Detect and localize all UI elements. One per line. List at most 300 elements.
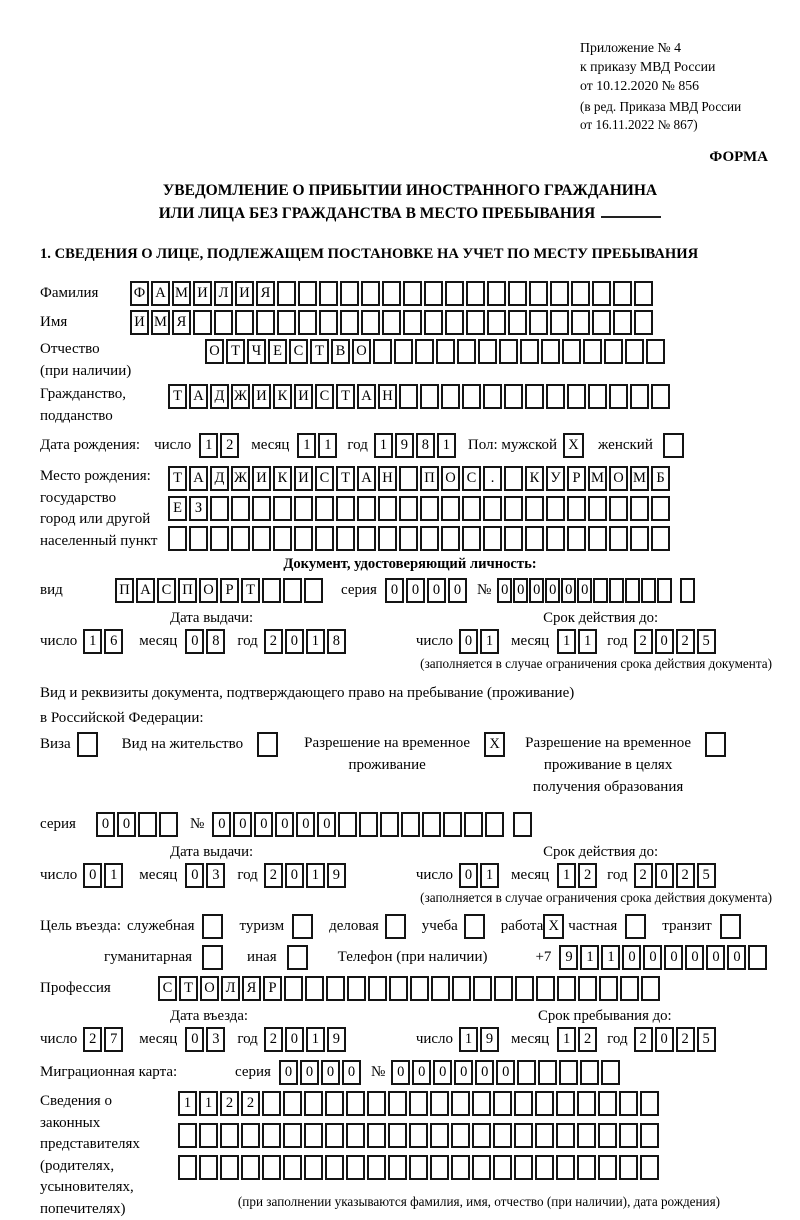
char-cell[interactable]: 0 bbox=[513, 578, 528, 603]
char-cell[interactable]: С bbox=[462, 466, 481, 491]
char-cell[interactable]: 9 bbox=[395, 433, 414, 458]
char-cell[interactable]: 0 bbox=[185, 1027, 204, 1052]
char-cell[interactable] bbox=[415, 339, 434, 364]
char-cell[interactable]: И bbox=[193, 281, 212, 306]
char-cell[interactable] bbox=[577, 1155, 596, 1180]
char-cell[interactable]: И bbox=[235, 281, 254, 306]
char-cell[interactable] bbox=[599, 976, 618, 1001]
char-cell[interactable] bbox=[499, 339, 518, 364]
char-cell[interactable] bbox=[504, 526, 523, 551]
char-cell[interactable]: 2 bbox=[676, 629, 695, 654]
char-cell[interactable]: 1 bbox=[199, 433, 218, 458]
char-cell[interactable] bbox=[577, 1091, 596, 1116]
char-cell[interactable] bbox=[529, 281, 548, 306]
char-cell[interactable]: С bbox=[157, 578, 176, 603]
char-cell[interactable] bbox=[399, 384, 418, 409]
char-cell[interactable]: 2 bbox=[634, 863, 653, 888]
char-cell[interactable]: А bbox=[136, 578, 155, 603]
char-cell[interactable] bbox=[580, 1060, 599, 1085]
char-cell[interactable] bbox=[325, 1123, 344, 1148]
char-cell[interactable]: 0 bbox=[285, 1027, 304, 1052]
char-cell[interactable]: 0 bbox=[321, 1060, 340, 1085]
char-cell[interactable]: 1 bbox=[306, 863, 325, 888]
char-cell[interactable] bbox=[546, 384, 565, 409]
char-cell[interactable] bbox=[399, 466, 418, 491]
char-cell[interactable] bbox=[346, 1091, 365, 1116]
char-cell[interactable] bbox=[340, 281, 359, 306]
char-cell[interactable] bbox=[283, 1123, 302, 1148]
char-cell[interactable]: Я bbox=[172, 310, 191, 335]
char-cell[interactable] bbox=[462, 384, 481, 409]
char-cell[interactable]: 0 bbox=[655, 863, 674, 888]
char-cell[interactable] bbox=[514, 1155, 533, 1180]
char-cell[interactable]: О bbox=[205, 339, 224, 364]
char-cell[interactable]: 0 bbox=[545, 578, 560, 603]
char-cell[interactable]: 0 bbox=[96, 812, 115, 837]
char-cell[interactable]: 1 bbox=[374, 433, 393, 458]
char-cell[interactable]: П bbox=[115, 578, 134, 603]
char-cell[interactable]: К bbox=[273, 384, 292, 409]
char-cell[interactable]: Т bbox=[336, 466, 355, 491]
char-cell[interactable]: Е bbox=[268, 339, 287, 364]
char-cell[interactable] bbox=[550, 310, 569, 335]
char-cell[interactable]: Н bbox=[378, 384, 397, 409]
char-cell[interactable]: 2 bbox=[83, 1027, 102, 1052]
char-cell[interactable] bbox=[556, 1155, 575, 1180]
char-cell[interactable] bbox=[634, 281, 653, 306]
char-cell[interactable] bbox=[625, 339, 644, 364]
char-cell[interactable] bbox=[493, 1091, 512, 1116]
char-cell[interactable] bbox=[466, 310, 485, 335]
char-cell[interactable]: 0 bbox=[117, 812, 136, 837]
char-cell[interactable] bbox=[361, 310, 380, 335]
char-cell[interactable] bbox=[630, 526, 649, 551]
char-cell[interactable] bbox=[357, 496, 376, 521]
char-cell[interactable]: Ч bbox=[247, 339, 266, 364]
char-cell[interactable] bbox=[262, 578, 281, 603]
char-cell[interactable]: С bbox=[315, 466, 334, 491]
char-cell[interactable]: Т bbox=[168, 384, 187, 409]
purpose-other-checkbox[interactable] bbox=[287, 945, 308, 970]
char-cell[interactable] bbox=[525, 526, 544, 551]
char-cell[interactable] bbox=[520, 339, 539, 364]
char-cell[interactable] bbox=[138, 812, 157, 837]
char-cell[interactable]: 0 bbox=[254, 812, 273, 837]
char-cell[interactable]: Е bbox=[168, 496, 187, 521]
char-cell[interactable]: 1 bbox=[459, 1027, 478, 1052]
char-cell[interactable]: 0 bbox=[497, 578, 512, 603]
char-cell[interactable] bbox=[619, 1123, 638, 1148]
purpose-private-checkbox[interactable] bbox=[625, 914, 646, 939]
char-cell[interactable] bbox=[399, 526, 418, 551]
char-cell[interactable] bbox=[567, 496, 586, 521]
char-cell[interactable] bbox=[338, 812, 357, 837]
char-cell[interactable] bbox=[445, 310, 464, 335]
char-cell[interactable]: . bbox=[483, 466, 502, 491]
char-cell[interactable] bbox=[613, 310, 632, 335]
char-cell[interactable] bbox=[231, 496, 250, 521]
char-cell[interactable] bbox=[592, 281, 611, 306]
char-cell[interactable]: 9 bbox=[327, 1027, 346, 1052]
char-cell[interactable]: А bbox=[357, 466, 376, 491]
char-cell[interactable]: К bbox=[273, 466, 292, 491]
char-cell[interactable]: 0 bbox=[643, 945, 662, 970]
char-cell[interactable]: 2 bbox=[634, 629, 653, 654]
char-cell[interactable] bbox=[546, 526, 565, 551]
char-cell[interactable] bbox=[159, 812, 178, 837]
char-cell[interactable]: Р bbox=[567, 466, 586, 491]
char-cell[interactable] bbox=[567, 384, 586, 409]
char-cell[interactable] bbox=[168, 526, 187, 551]
char-cell[interactable]: 0 bbox=[385, 578, 404, 603]
char-cell[interactable] bbox=[424, 281, 443, 306]
char-cell[interactable] bbox=[178, 1155, 197, 1180]
char-cell[interactable] bbox=[546, 496, 565, 521]
char-cell[interactable] bbox=[466, 281, 485, 306]
char-cell[interactable]: Д bbox=[210, 384, 229, 409]
char-cell[interactable]: 0 bbox=[296, 812, 315, 837]
char-cell[interactable] bbox=[646, 339, 665, 364]
char-cell[interactable]: 1 bbox=[178, 1091, 197, 1116]
char-cell[interactable]: Т bbox=[241, 578, 260, 603]
char-cell[interactable] bbox=[535, 1123, 554, 1148]
char-cell[interactable]: С bbox=[315, 384, 334, 409]
char-cell[interactable]: И bbox=[252, 466, 271, 491]
char-cell[interactable] bbox=[336, 526, 355, 551]
char-cell[interactable]: 1 bbox=[557, 1027, 576, 1052]
char-cell[interactable] bbox=[538, 1060, 557, 1085]
char-cell[interactable] bbox=[556, 1091, 575, 1116]
char-cell[interactable] bbox=[410, 976, 429, 1001]
char-cell[interactable]: 0 bbox=[279, 1060, 298, 1085]
char-cell[interactable] bbox=[283, 578, 302, 603]
char-cell[interactable]: 5 bbox=[697, 1027, 716, 1052]
char-cell[interactable] bbox=[319, 281, 338, 306]
char-cell[interactable] bbox=[529, 310, 548, 335]
char-cell[interactable] bbox=[592, 310, 611, 335]
char-cell[interactable] bbox=[541, 339, 560, 364]
purpose-official-checkbox[interactable] bbox=[202, 914, 223, 939]
char-cell[interactable] bbox=[462, 526, 481, 551]
char-cell[interactable] bbox=[277, 281, 296, 306]
char-cell[interactable]: 0 bbox=[212, 812, 231, 837]
char-cell[interactable]: 8 bbox=[206, 629, 225, 654]
char-cell[interactable] bbox=[388, 1091, 407, 1116]
char-cell[interactable] bbox=[431, 976, 450, 1001]
char-cell[interactable]: 2 bbox=[220, 433, 239, 458]
char-cell[interactable] bbox=[457, 339, 476, 364]
char-cell[interactable]: П bbox=[178, 578, 197, 603]
char-cell[interactable]: 0 bbox=[664, 945, 683, 970]
char-cell[interactable] bbox=[367, 1123, 386, 1148]
char-cell[interactable] bbox=[420, 526, 439, 551]
char-cell[interactable]: 0 bbox=[317, 812, 336, 837]
char-cell[interactable]: 0 bbox=[727, 945, 746, 970]
sex-female-checkbox[interactable] bbox=[663, 433, 684, 458]
char-cell[interactable] bbox=[504, 496, 523, 521]
char-cell[interactable] bbox=[409, 1123, 428, 1148]
char-cell[interactable] bbox=[472, 1123, 491, 1148]
char-cell[interactable]: З bbox=[189, 496, 208, 521]
char-cell[interactable] bbox=[256, 310, 275, 335]
char-cell[interactable]: 0 bbox=[185, 863, 204, 888]
char-cell[interactable] bbox=[441, 496, 460, 521]
char-cell[interactable]: 1 bbox=[557, 629, 576, 654]
char-cell[interactable] bbox=[609, 578, 624, 603]
char-cell[interactable]: 0 bbox=[706, 945, 725, 970]
char-cell[interactable]: 2 bbox=[578, 863, 597, 888]
char-cell[interactable]: 0 bbox=[561, 578, 576, 603]
char-cell[interactable]: 5 bbox=[697, 863, 716, 888]
char-cell[interactable]: 1 bbox=[480, 629, 499, 654]
char-cell[interactable] bbox=[640, 1123, 659, 1148]
char-cell[interactable] bbox=[493, 1123, 512, 1148]
char-cell[interactable] bbox=[325, 1155, 344, 1180]
char-cell[interactable]: 2 bbox=[264, 629, 283, 654]
char-cell[interactable] bbox=[487, 310, 506, 335]
char-cell[interactable] bbox=[241, 1123, 260, 1148]
char-cell[interactable]: 2 bbox=[264, 863, 283, 888]
char-cell[interactable] bbox=[641, 976, 660, 1001]
char-cell[interactable] bbox=[485, 812, 504, 837]
char-cell[interactable] bbox=[283, 1155, 302, 1180]
char-cell[interactable]: Т bbox=[168, 466, 187, 491]
char-cell[interactable] bbox=[556, 1123, 575, 1148]
char-cell[interactable]: 1 bbox=[306, 629, 325, 654]
char-cell[interactable] bbox=[651, 526, 670, 551]
char-cell[interactable] bbox=[262, 1123, 281, 1148]
char-cell[interactable]: 1 bbox=[199, 1091, 218, 1116]
char-cell[interactable]: 0 bbox=[275, 812, 294, 837]
char-cell[interactable]: 3 bbox=[206, 1027, 225, 1052]
char-cell[interactable] bbox=[325, 1091, 344, 1116]
char-cell[interactable] bbox=[504, 384, 523, 409]
char-cell[interactable] bbox=[598, 1091, 617, 1116]
char-cell[interactable] bbox=[424, 310, 443, 335]
char-cell[interactable] bbox=[294, 526, 313, 551]
char-cell[interactable]: Т bbox=[179, 976, 198, 1001]
char-cell[interactable] bbox=[373, 339, 392, 364]
char-cell[interactable] bbox=[319, 310, 338, 335]
char-cell[interactable] bbox=[210, 496, 229, 521]
char-cell[interactable] bbox=[304, 1155, 323, 1180]
char-cell[interactable] bbox=[422, 812, 441, 837]
char-cell[interactable] bbox=[640, 1091, 659, 1116]
char-cell[interactable]: 1 bbox=[580, 945, 599, 970]
char-cell[interactable] bbox=[562, 339, 581, 364]
char-cell[interactable]: Я bbox=[242, 976, 261, 1001]
char-cell[interactable] bbox=[536, 976, 555, 1001]
char-cell[interactable] bbox=[525, 384, 544, 409]
char-cell[interactable]: 1 bbox=[306, 1027, 325, 1052]
char-cell[interactable]: К bbox=[525, 466, 544, 491]
char-cell[interactable] bbox=[235, 310, 254, 335]
char-cell[interactable] bbox=[399, 496, 418, 521]
char-cell[interactable] bbox=[367, 1155, 386, 1180]
char-cell[interactable] bbox=[451, 1091, 470, 1116]
char-cell[interactable] bbox=[508, 310, 527, 335]
char-cell[interactable] bbox=[178, 1123, 197, 1148]
char-cell[interactable] bbox=[378, 526, 397, 551]
char-cell[interactable] bbox=[657, 578, 672, 603]
permit-temp-checkbox[interactable]: X bbox=[484, 732, 505, 757]
char-cell[interactable] bbox=[436, 339, 455, 364]
char-cell[interactable]: 0 bbox=[459, 629, 478, 654]
permit-edu-checkbox[interactable] bbox=[705, 732, 726, 757]
char-cell[interactable]: О bbox=[609, 466, 628, 491]
char-cell[interactable] bbox=[641, 578, 656, 603]
char-cell[interactable] bbox=[620, 976, 639, 1001]
char-cell[interactable]: 6 bbox=[104, 629, 123, 654]
char-cell[interactable]: О bbox=[200, 976, 219, 1001]
char-cell[interactable]: М bbox=[630, 466, 649, 491]
char-cell[interactable] bbox=[430, 1155, 449, 1180]
char-cell[interactable]: 0 bbox=[285, 863, 304, 888]
char-cell[interactable]: О bbox=[441, 466, 460, 491]
char-cell[interactable]: О bbox=[352, 339, 371, 364]
char-cell[interactable] bbox=[273, 496, 292, 521]
char-cell[interactable]: И bbox=[130, 310, 149, 335]
char-cell[interactable]: 0 bbox=[427, 578, 446, 603]
char-cell[interactable]: 1 bbox=[480, 863, 499, 888]
char-cell[interactable] bbox=[380, 812, 399, 837]
char-cell[interactable]: Р bbox=[220, 578, 239, 603]
char-cell[interactable] bbox=[640, 1155, 659, 1180]
char-cell[interactable] bbox=[305, 976, 324, 1001]
char-cell[interactable]: С bbox=[158, 976, 177, 1001]
char-cell[interactable] bbox=[231, 526, 250, 551]
char-cell[interactable]: 3 bbox=[206, 863, 225, 888]
char-cell[interactable] bbox=[367, 1091, 386, 1116]
char-cell[interactable]: Ж bbox=[231, 384, 250, 409]
char-cell[interactable] bbox=[593, 578, 608, 603]
char-cell[interactable]: 1 bbox=[578, 629, 597, 654]
permit-residence-checkbox[interactable] bbox=[257, 732, 278, 757]
char-cell[interactable]: 0 bbox=[529, 578, 544, 603]
char-cell[interactable] bbox=[651, 496, 670, 521]
char-cell[interactable] bbox=[298, 310, 317, 335]
char-cell[interactable]: 2 bbox=[676, 1027, 695, 1052]
char-cell[interactable] bbox=[487, 281, 506, 306]
char-cell[interactable] bbox=[613, 281, 632, 306]
char-cell[interactable]: Л bbox=[221, 976, 240, 1001]
char-cell[interactable]: 0 bbox=[577, 578, 592, 603]
char-cell[interactable] bbox=[409, 1155, 428, 1180]
char-cell[interactable] bbox=[517, 1060, 536, 1085]
char-cell[interactable] bbox=[445, 281, 464, 306]
char-cell[interactable] bbox=[210, 526, 229, 551]
char-cell[interactable] bbox=[630, 496, 649, 521]
char-cell[interactable]: 2 bbox=[676, 863, 695, 888]
char-cell[interactable] bbox=[252, 526, 271, 551]
char-cell[interactable]: 0 bbox=[496, 1060, 515, 1085]
char-cell[interactable]: 0 bbox=[342, 1060, 361, 1085]
char-cell[interactable] bbox=[515, 976, 534, 1001]
char-cell[interactable]: С bbox=[289, 339, 308, 364]
char-cell[interactable] bbox=[304, 1091, 323, 1116]
char-cell[interactable]: Б bbox=[651, 466, 670, 491]
char-cell[interactable] bbox=[630, 384, 649, 409]
char-cell[interactable] bbox=[535, 1155, 554, 1180]
char-cell[interactable] bbox=[340, 310, 359, 335]
char-cell[interactable] bbox=[601, 1060, 620, 1085]
char-cell[interactable] bbox=[559, 1060, 578, 1085]
char-cell[interactable] bbox=[478, 339, 497, 364]
char-cell[interactable]: 0 bbox=[433, 1060, 452, 1085]
char-cell[interactable]: 0 bbox=[655, 629, 674, 654]
char-cell[interactable] bbox=[359, 812, 378, 837]
char-cell[interactable] bbox=[619, 1155, 638, 1180]
char-cell[interactable]: 0 bbox=[459, 863, 478, 888]
char-cell[interactable] bbox=[604, 339, 623, 364]
char-cell[interactable] bbox=[464, 812, 483, 837]
char-cell[interactable] bbox=[252, 496, 271, 521]
char-cell[interactable] bbox=[262, 1091, 281, 1116]
purpose-humanitarian-checkbox[interactable] bbox=[202, 945, 223, 970]
char-cell[interactable]: 5 bbox=[697, 629, 716, 654]
char-cell[interactable] bbox=[441, 526, 460, 551]
char-cell[interactable] bbox=[368, 976, 387, 1001]
char-cell[interactable]: Т bbox=[336, 384, 355, 409]
char-cell[interactable]: И bbox=[294, 384, 313, 409]
char-cell[interactable] bbox=[403, 310, 422, 335]
char-cell[interactable] bbox=[388, 1155, 407, 1180]
char-cell[interactable]: 0 bbox=[475, 1060, 494, 1085]
char-cell[interactable]: Н bbox=[378, 466, 397, 491]
char-cell[interactable]: 0 bbox=[412, 1060, 431, 1085]
char-cell[interactable]: 0 bbox=[83, 863, 102, 888]
char-cell[interactable]: А bbox=[189, 384, 208, 409]
char-cell[interactable] bbox=[634, 310, 653, 335]
char-cell[interactable]: П bbox=[420, 466, 439, 491]
char-cell[interactable]: У bbox=[546, 466, 565, 491]
char-cell[interactable] bbox=[336, 496, 355, 521]
char-cell[interactable] bbox=[513, 812, 532, 837]
char-cell[interactable] bbox=[483, 384, 502, 409]
char-cell[interactable]: 0 bbox=[300, 1060, 319, 1085]
char-cell[interactable] bbox=[525, 496, 544, 521]
char-cell[interactable] bbox=[193, 310, 212, 335]
char-cell[interactable]: 0 bbox=[685, 945, 704, 970]
purpose-study-checkbox[interactable] bbox=[464, 914, 485, 939]
char-cell[interactable] bbox=[382, 281, 401, 306]
char-cell[interactable] bbox=[357, 526, 376, 551]
char-cell[interactable] bbox=[748, 945, 767, 970]
char-cell[interactable] bbox=[583, 339, 602, 364]
char-cell[interactable] bbox=[588, 526, 607, 551]
char-cell[interactable] bbox=[578, 976, 597, 1001]
char-cell[interactable]: 1 bbox=[104, 863, 123, 888]
char-cell[interactable]: 0 bbox=[454, 1060, 473, 1085]
char-cell[interactable] bbox=[680, 578, 695, 603]
char-cell[interactable] bbox=[401, 812, 420, 837]
char-cell[interactable]: А bbox=[189, 466, 208, 491]
char-cell[interactable]: 7 bbox=[104, 1027, 123, 1052]
char-cell[interactable] bbox=[504, 466, 523, 491]
char-cell[interactable]: 0 bbox=[285, 629, 304, 654]
char-cell[interactable] bbox=[361, 281, 380, 306]
char-cell[interactable] bbox=[298, 281, 317, 306]
char-cell[interactable]: Л bbox=[214, 281, 233, 306]
char-cell[interactable] bbox=[326, 976, 345, 1001]
char-cell[interactable]: 2 bbox=[241, 1091, 260, 1116]
char-cell[interactable] bbox=[346, 1155, 365, 1180]
char-cell[interactable] bbox=[347, 976, 366, 1001]
char-cell[interactable] bbox=[382, 310, 401, 335]
char-cell[interactable] bbox=[304, 578, 323, 603]
char-cell[interactable] bbox=[452, 976, 471, 1001]
char-cell[interactable] bbox=[483, 496, 502, 521]
